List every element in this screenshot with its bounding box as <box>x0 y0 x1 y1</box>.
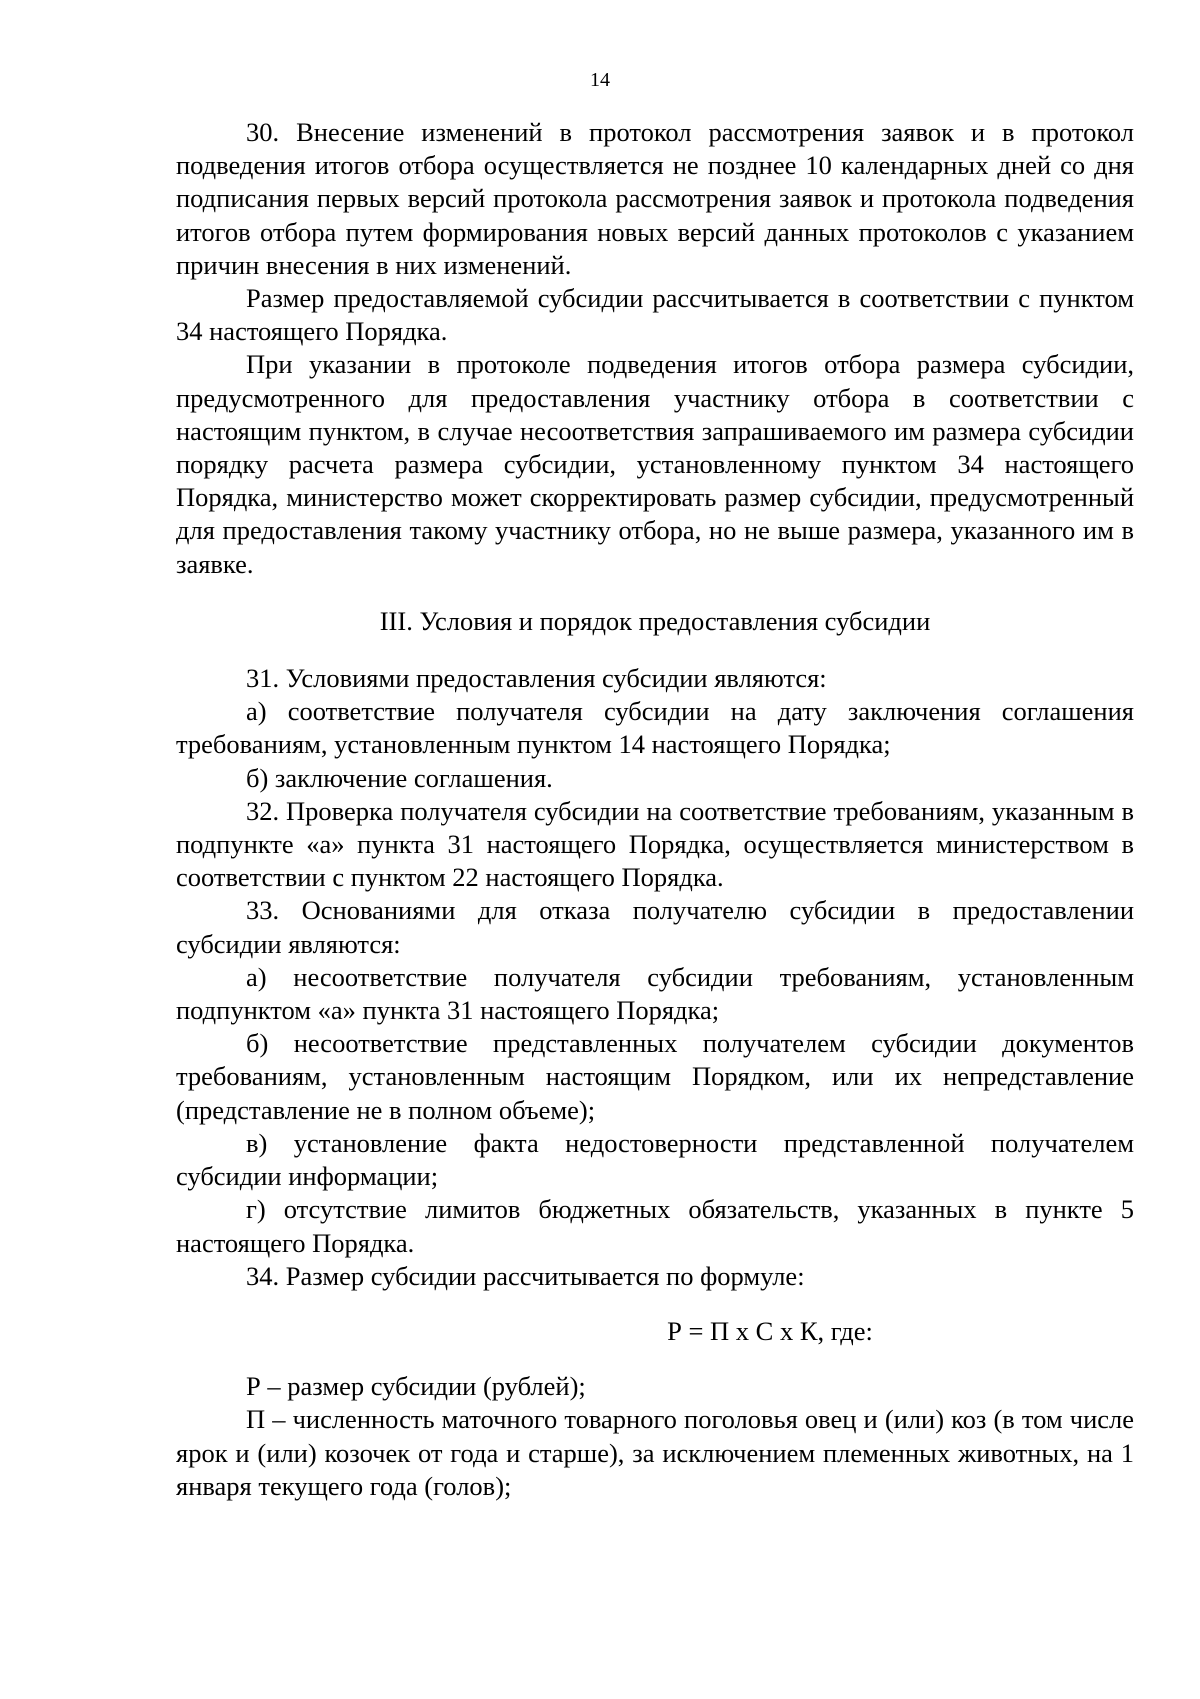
paragraph-32: 32. Проверка получателя субсидии на соответствие требованиям, указанным в подпункте «а» пункта 31 настоящего Порядка, осуществляется министерством в соответствии с пунктом 22 настоящего Порядка. <box>176 795 1134 893</box>
page-number: 14 <box>590 69 610 91</box>
paragraph-31-b: б) заключение соглашения. <box>246 762 553 793</box>
paragraph-subsidy-size: Размер предоставляемой субсидии рассчитывается в соответствии с пунктом 34 настоящего Порядка. <box>176 283 1134 347</box>
paragraph-33-b: б) несоответствие представленных получателем субсидии документов требованиям, установленным настоящим Порядком, или их непредставление (представление не в полном объеме); <box>176 1028 1134 1125</box>
paragraph-34: 34. Размер субсидии рассчитывается по формуле: <box>246 1260 805 1291</box>
paragraph-31-a: а) соответствие получателя субсидии на дату заключения соглашения требованиям, установленным пунктом 14 настоящего Порядка; <box>176 696 1134 760</box>
paragraph-30: 30. Внесение изменений в протокол рассмотрения заявок и в протокол подведения итогов отбора осуществляется не позднее 10 календарных дней со дня подписания первых версий протокола рассмотрения заявок и протокола подведения итогов отбора путем формирования новых версий данных протоколов с указанием причин внесения в них изменений. <box>176 117 1134 280</box>
paragraph-33: 33. Основаниями для отказа получателю субсидии в предоставлении субсидии являются: <box>176 895 1134 959</box>
document-body <box>176 116 1134 1503</box>
paragraph-33-a: а) несоответствие получателя субсидии требованиям, установленным подпунктом «а» пункта 31 настоящего Порядка; <box>176 961 1134 1026</box>
definition-p: П – численность маточного товарного поголовья овец и (или) коз (в том числе ярок и (или) козочек от года и старше), за исключением племенных животных, на 1 января текущего года (голов); <box>176 1404 1134 1501</box>
paragraph-31: 31. Условиями предоставления субсидии являются: <box>246 663 827 694</box>
section-heading: III. Условия и порядок предоставления субсидии <box>379 605 931 636</box>
subsidy-formula: Р = П х С х К, где: <box>667 1315 873 1346</box>
paragraph-protocol-correction: При указании в протоколе подведения итогов отбора размера субсидии, предусмотренного для предоставления участнику отбора в соответствии с настоящим пунктом, в случае несоответствия запрашиваемого им размера субсидии порядку расчета размера субсидии, установленному пунктом 34 настоящего Порядка, министерство может скорректировать размер субсидии, предусмотренный для предоставления такому участнику отбора, но не выше размера, указанного им в заявке. <box>176 349 1134 579</box>
paragraph-33-v: в) установление факта недостоверности представленной получателем субсидии информации; <box>176 1127 1134 1192</box>
definition-r: Р – размер субсидии (рублей); <box>246 1371 586 1402</box>
paragraph-33-g: г) отсутствие лимитов бюджетных обязательств, указанных в пункте 5 настоящего Порядка. <box>176 1194 1134 1258</box>
